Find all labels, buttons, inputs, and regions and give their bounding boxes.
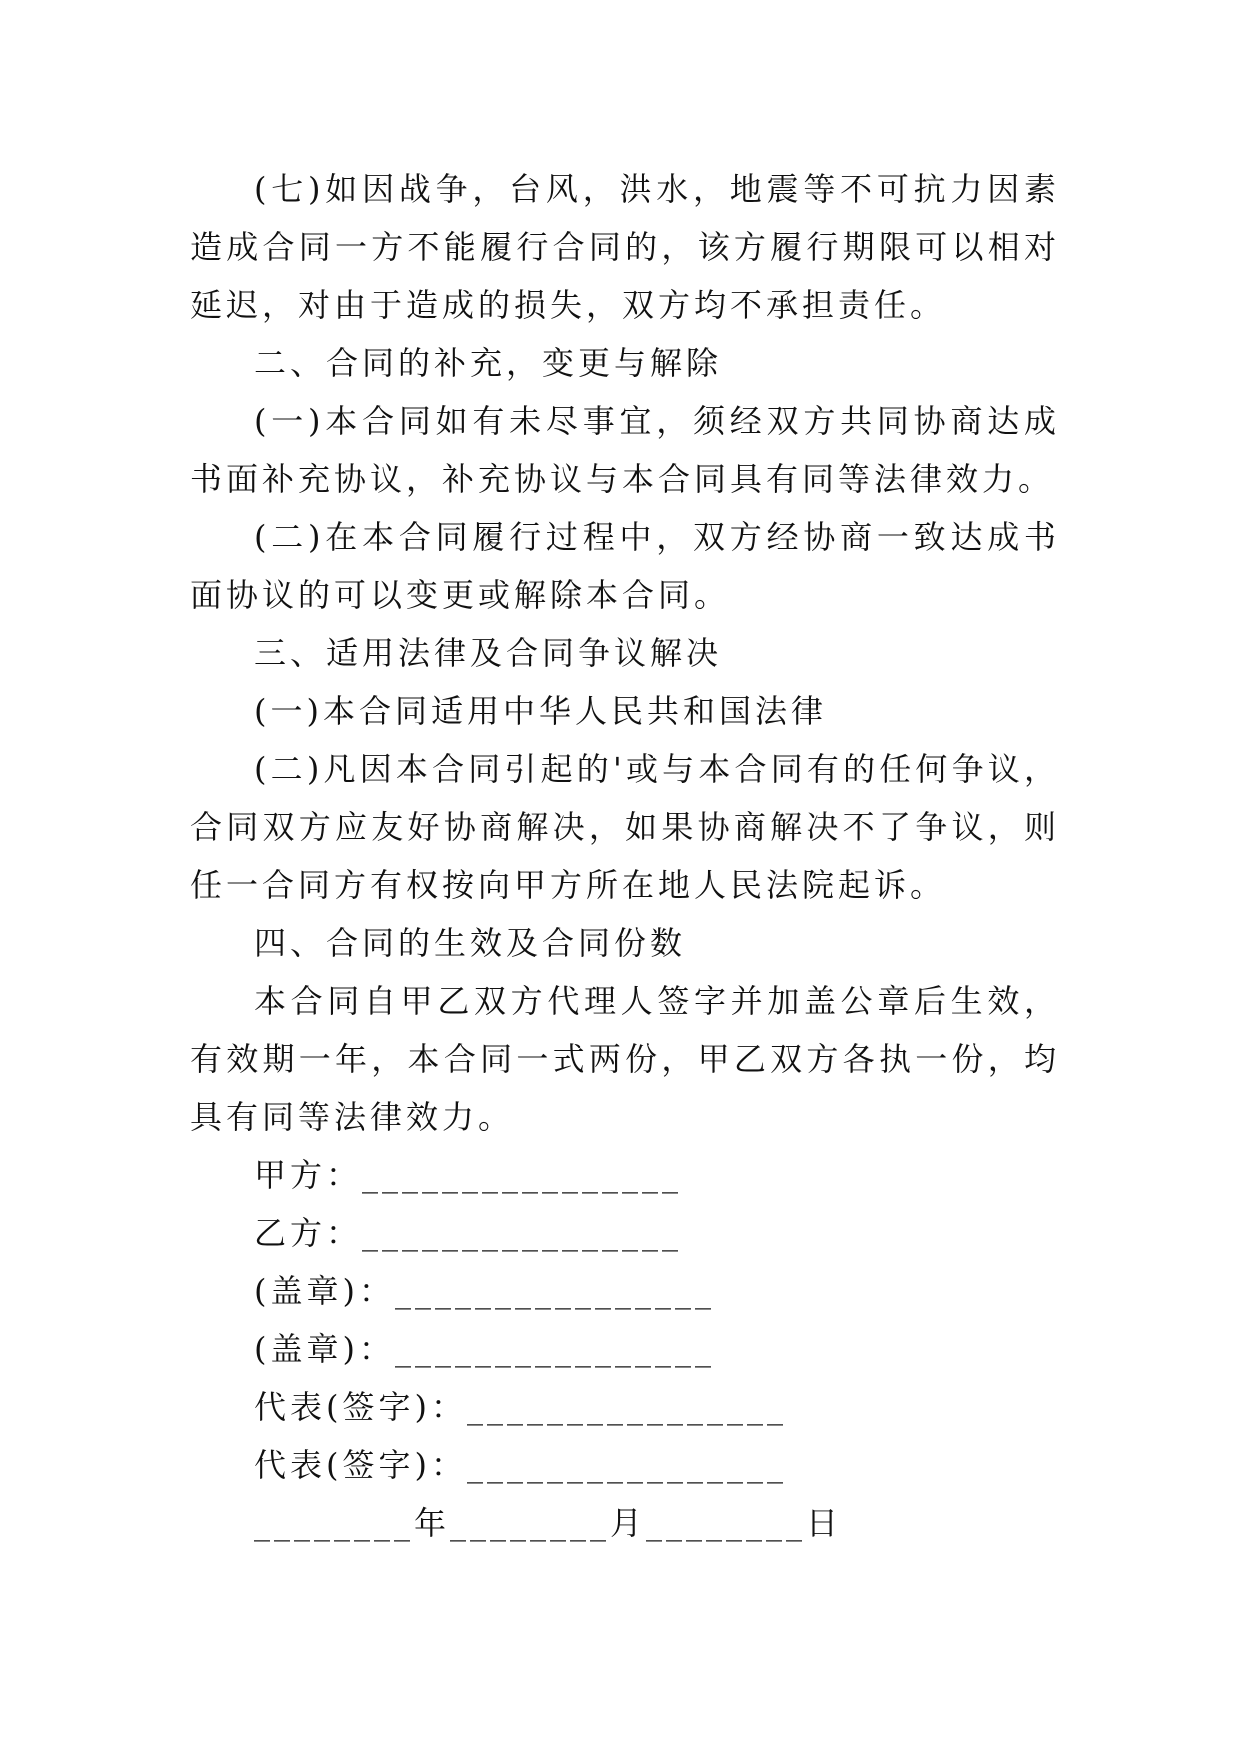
- clause-dispute-resolution: (二)凡因本合同引起的'或与本合同有的任何争议，合同双方应友好协商解决，如果协商解决不了争议，则任一合同方有权按向甲方所在地人民法院起诉。: [190, 750, 1060, 904]
- clause-change-termination: (二)在本合同履行过程中，双方经协商一致达成书面协议的可以变更或解除本合同。: [190, 518, 1060, 614]
- clause-governing-law: (一)本合同适用中华人民共和国法律: [254, 692, 827, 730]
- clause-effectiveness: 本合同自甲乙双方代理人签字并加盖公章后生效，有效期一年，本合同一式两份，甲乙双方各执一份，均具有同等法律效力。: [190, 982, 1060, 1136]
- representative-signature-1: 代表(签字)：________________: [254, 1388, 787, 1426]
- seal-line-1: (盖章)：________________: [254, 1272, 715, 1310]
- section-heading-law-disputes: 三、适用法律及合同争议解决: [254, 634, 723, 672]
- date-line: ________年________月________日: [254, 1504, 843, 1542]
- signature-party-b: 乙方：________________: [254, 1214, 683, 1252]
- signature-party-a: 甲方：________________: [254, 1156, 683, 1194]
- seal-line-2: (盖章)：________________: [254, 1330, 715, 1368]
- representative-signature-2: 代表(签字)：________________: [254, 1446, 787, 1484]
- clause-supplement: (一)本合同如有未尽事宜，须经双方共同协商达成书面补充协议，补充协议与本合同具有同等法律效力。: [190, 402, 1060, 498]
- section-heading-amendment: 二、合同的补充，变更与解除: [254, 344, 723, 382]
- section-heading-effectiveness: 四、合同的生效及合同份数: [254, 924, 687, 962]
- document-body: [190, 160, 1060, 1552]
- clause-force-majeure: (七)如因战争，台风，洪水，地震等不可抗力因素造成合同一方不能履行合同的，该方履行期限可以相对延迟，对由于造成的损失，双方均不承担责任。: [190, 170, 1060, 324]
